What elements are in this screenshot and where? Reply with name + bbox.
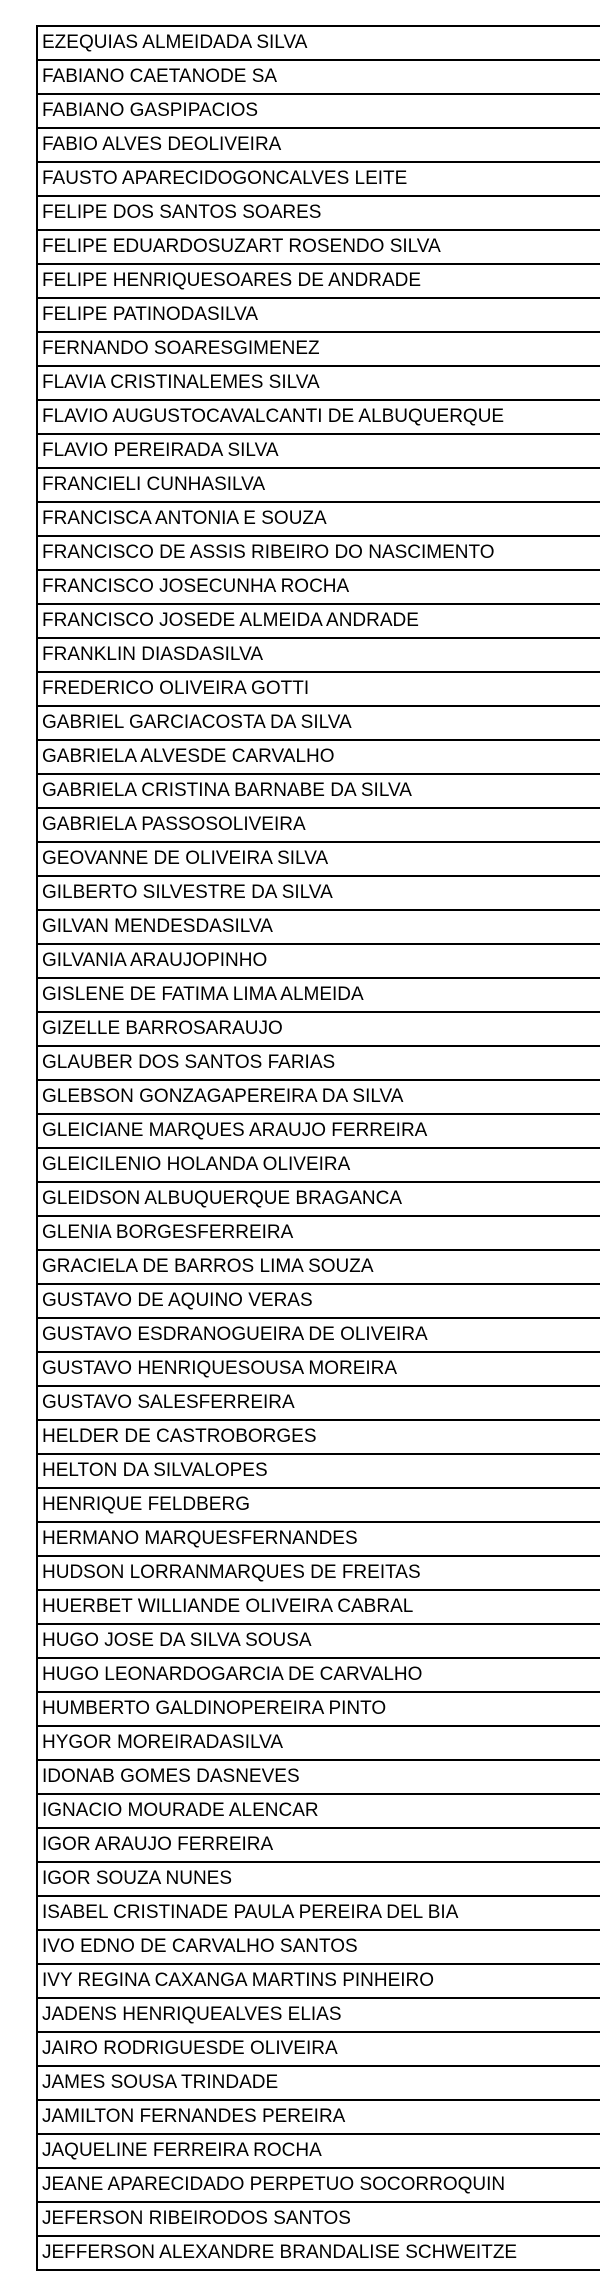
name-cell: IDONAB GOMES DASNEVES bbox=[37, 1760, 600, 1794]
name-cell: JEFERSON RIBEIRODOS SANTOS bbox=[37, 2202, 600, 2236]
table-row bbox=[37, 604, 600, 638]
table-row bbox=[37, 1930, 600, 1964]
name-cell: GEOVANNE DE OLIVEIRA SILVA bbox=[37, 842, 600, 876]
table-row bbox=[37, 1216, 600, 1250]
table-row bbox=[37, 2134, 600, 2168]
name-cell: FRANCISCO JOSEDE ALMEIDA ANDRADE bbox=[37, 604, 600, 638]
table-row bbox=[37, 1318, 600, 1352]
name-cell: HERMANO MARQUESFERNANDES bbox=[37, 1522, 600, 1556]
table-row bbox=[37, 1386, 600, 1420]
table-row bbox=[37, 1964, 600, 1998]
table-row bbox=[37, 1590, 600, 1624]
name-cell: GRACIELA DE BARROS LIMA SOUZA bbox=[37, 1250, 600, 1284]
table-row bbox=[37, 944, 600, 978]
table-row bbox=[37, 298, 600, 332]
name-cell: GLAUBER DOS SANTOS FARIAS bbox=[37, 1046, 600, 1080]
name-cell: GABRIELA PASSOSOLIVEIRA bbox=[37, 808, 600, 842]
names-table-body bbox=[37, 26, 600, 2270]
table-row bbox=[37, 842, 600, 876]
name-cell: GUSTAVO SALESFERREIRA bbox=[37, 1386, 600, 1420]
table-row bbox=[37, 1522, 600, 1556]
name-cell: FELIPE PATINODASILVA bbox=[37, 298, 600, 332]
name-cell: IVO EDNO DE CARVALHO SANTOS bbox=[37, 1930, 600, 1964]
name-cell: FRANCISCO JOSECUNHA ROCHA bbox=[37, 570, 600, 604]
table-row bbox=[37, 502, 600, 536]
table-row bbox=[37, 1624, 600, 1658]
table-row bbox=[37, 2032, 600, 2066]
name-cell: FLAVIO AUGUSTOCAVALCANTI DE ALBUQUERQUE bbox=[37, 400, 600, 434]
name-cell: JEANE APARECIDADO PERPETUO SOCORROQUIN bbox=[37, 2168, 600, 2202]
name-cell: HUGO JOSE DA SILVA SOUSA bbox=[37, 1624, 600, 1658]
table-row bbox=[37, 60, 600, 94]
name-cell: FLAVIA CRISTINALEMES SILVA bbox=[37, 366, 600, 400]
table-row bbox=[37, 366, 600, 400]
name-cell: IVY REGINA CAXANGA MARTINS PINHEIRO bbox=[37, 1964, 600, 1998]
name-cell: FAUSTO APARECIDOGONCALVES LEITE bbox=[37, 162, 600, 196]
name-cell: IGOR ARAUJO FERREIRA bbox=[37, 1828, 600, 1862]
table-row bbox=[37, 536, 600, 570]
table-row bbox=[37, 1998, 600, 2032]
name-cell: GLEBSON GONZAGAPEREIRA DA SILVA bbox=[37, 1080, 600, 1114]
name-cell: ISABEL CRISTINADE PAULA PEREIRA DEL BIA bbox=[37, 1896, 600, 1930]
name-cell: JAMES SOUSA TRINDADE bbox=[37, 2066, 600, 2100]
table-row bbox=[37, 400, 600, 434]
table-row bbox=[37, 128, 600, 162]
table-row bbox=[37, 2168, 600, 2202]
name-cell: FRANCISCA ANTONIA E SOUZA bbox=[37, 502, 600, 536]
name-cell: EZEQUIAS ALMEIDADA SILVA bbox=[37, 26, 600, 60]
names-table bbox=[36, 25, 600, 2271]
name-cell: GISLENE DE FATIMA LIMA ALMEIDA bbox=[37, 978, 600, 1012]
table-row bbox=[37, 1046, 600, 1080]
name-cell: JADENS HENRIQUEALVES ELIAS bbox=[37, 1998, 600, 2032]
name-cell: HUGO LEONARDOGARCIA DE CARVALHO bbox=[37, 1658, 600, 1692]
name-cell: FABIANO GASPIPACIOS bbox=[37, 94, 600, 128]
table-row bbox=[37, 1794, 600, 1828]
name-cell: JAMILTON FERNANDES PEREIRA bbox=[37, 2100, 600, 2134]
table-row bbox=[37, 1726, 600, 1760]
table-row bbox=[37, 910, 600, 944]
table-row bbox=[37, 706, 600, 740]
name-cell: FABIANO CAETANODE SA bbox=[37, 60, 600, 94]
name-cell: HENRIQUE FELDBERG bbox=[37, 1488, 600, 1522]
name-cell: GABRIEL GARCIACOSTA DA SILVA bbox=[37, 706, 600, 740]
table-row bbox=[37, 230, 600, 264]
table-row bbox=[37, 1080, 600, 1114]
name-cell: JEFFERSON ALEXANDRE BRANDALISE SCHWEITZE bbox=[37, 2236, 600, 2270]
name-cell: GLEICILENIO HOLANDA OLIVEIRA bbox=[37, 1148, 600, 1182]
table-row bbox=[37, 468, 600, 502]
table-row bbox=[37, 1420, 600, 1454]
table-row bbox=[37, 1896, 600, 1930]
table-row bbox=[37, 1454, 600, 1488]
name-cell: HELDER DE CASTROBORGES bbox=[37, 1420, 600, 1454]
name-cell: FRANCISCO DE ASSIS RIBEIRO DO NASCIMENTO bbox=[37, 536, 600, 570]
table-row bbox=[37, 1284, 600, 1318]
name-cell: GABRIELA ALVESDE CARVALHO bbox=[37, 740, 600, 774]
table-row bbox=[37, 434, 600, 468]
name-cell: FELIPE DOS SANTOS SOARES bbox=[37, 196, 600, 230]
name-cell: GLEICIANE MARQUES ARAUJO FERREIRA bbox=[37, 1114, 600, 1148]
table-row bbox=[37, 1012, 600, 1046]
table-row bbox=[37, 876, 600, 910]
table-row bbox=[37, 740, 600, 774]
name-cell: FRANCIELI CUNHASILVA bbox=[37, 468, 600, 502]
table-row bbox=[37, 1692, 600, 1726]
table-row bbox=[37, 1250, 600, 1284]
name-cell: GILBERTO SILVESTRE DA SILVA bbox=[37, 876, 600, 910]
table-row bbox=[37, 1488, 600, 1522]
table-row bbox=[37, 570, 600, 604]
name-cell: FRANKLIN DIASDASILVA bbox=[37, 638, 600, 672]
table-row bbox=[37, 196, 600, 230]
table-row bbox=[37, 1862, 600, 1896]
table-row bbox=[37, 1182, 600, 1216]
name-cell: HYGOR MOREIRADASILVA bbox=[37, 1726, 600, 1760]
table-row bbox=[37, 264, 600, 298]
name-cell: GILVAN MENDESDASILVA bbox=[37, 910, 600, 944]
table-row bbox=[37, 2100, 600, 2134]
name-cell: FELIPE EDUARDOSUZART ROSENDO SILVA bbox=[37, 230, 600, 264]
table-row bbox=[37, 162, 600, 196]
name-cell: GLENIA BORGESFERREIRA bbox=[37, 1216, 600, 1250]
table-row bbox=[37, 978, 600, 1012]
name-cell: FLAVIO PEREIRADA SILVA bbox=[37, 434, 600, 468]
name-cell: GILVANIA ARAUJOPINHO bbox=[37, 944, 600, 978]
name-cell: FABIO ALVES DEOLIVEIRA bbox=[37, 128, 600, 162]
name-cell: HUERBET WILLIANDE OLIVEIRA CABRAL bbox=[37, 1590, 600, 1624]
name-cell: FERNANDO SOARESGIMENEZ bbox=[37, 332, 600, 366]
name-cell: GABRIELA CRISTINA BARNABE DA SILVA bbox=[37, 774, 600, 808]
table-row bbox=[37, 1760, 600, 1794]
name-cell: GIZELLE BARROSARAUJO bbox=[37, 1012, 600, 1046]
table-row bbox=[37, 1148, 600, 1182]
name-cell: GUSTAVO HENRIQUESOUSA MOREIRA bbox=[37, 1352, 600, 1386]
table-row bbox=[37, 2236, 600, 2270]
table-row bbox=[37, 26, 600, 60]
name-cell: JAIRO RODRIGUESDE OLIVEIRA bbox=[37, 2032, 600, 2066]
table-row bbox=[37, 1114, 600, 1148]
table-row bbox=[37, 1658, 600, 1692]
name-cell: HUMBERTO GALDINOPEREIRA PINTO bbox=[37, 1692, 600, 1726]
name-cell: FELIPE HENRIQUESOARES DE ANDRADE bbox=[37, 264, 600, 298]
table-row bbox=[37, 2066, 600, 2100]
name-cell: HELTON DA SILVALOPES bbox=[37, 1454, 600, 1488]
name-cell: FREDERICO OLIVEIRA GOTTI bbox=[37, 672, 600, 706]
name-cell: GUSTAVO ESDRANOGUEIRA DE OLIVEIRA bbox=[37, 1318, 600, 1352]
name-cell: HUDSON LORRANMARQUES DE FREITAS bbox=[37, 1556, 600, 1590]
name-cell: GLEIDSON ALBUQUERQUE BRAGANCA bbox=[37, 1182, 600, 1216]
name-cell: GUSTAVO DE AQUINO VERAS bbox=[37, 1284, 600, 1318]
table-row bbox=[37, 332, 600, 366]
table-row bbox=[37, 1556, 600, 1590]
name-cell: JAQUELINE FERREIRA ROCHA bbox=[37, 2134, 600, 2168]
name-cell: IGNACIO MOURADE ALENCAR bbox=[37, 1794, 600, 1828]
name-cell: IGOR SOUZA NUNES bbox=[37, 1862, 600, 1896]
table-row bbox=[37, 638, 600, 672]
table-row bbox=[37, 1828, 600, 1862]
table-row bbox=[37, 808, 600, 842]
table-row bbox=[37, 1352, 600, 1386]
table-row bbox=[37, 2202, 600, 2236]
table-row bbox=[37, 774, 600, 808]
table-row bbox=[37, 94, 600, 128]
table-row bbox=[37, 672, 600, 706]
